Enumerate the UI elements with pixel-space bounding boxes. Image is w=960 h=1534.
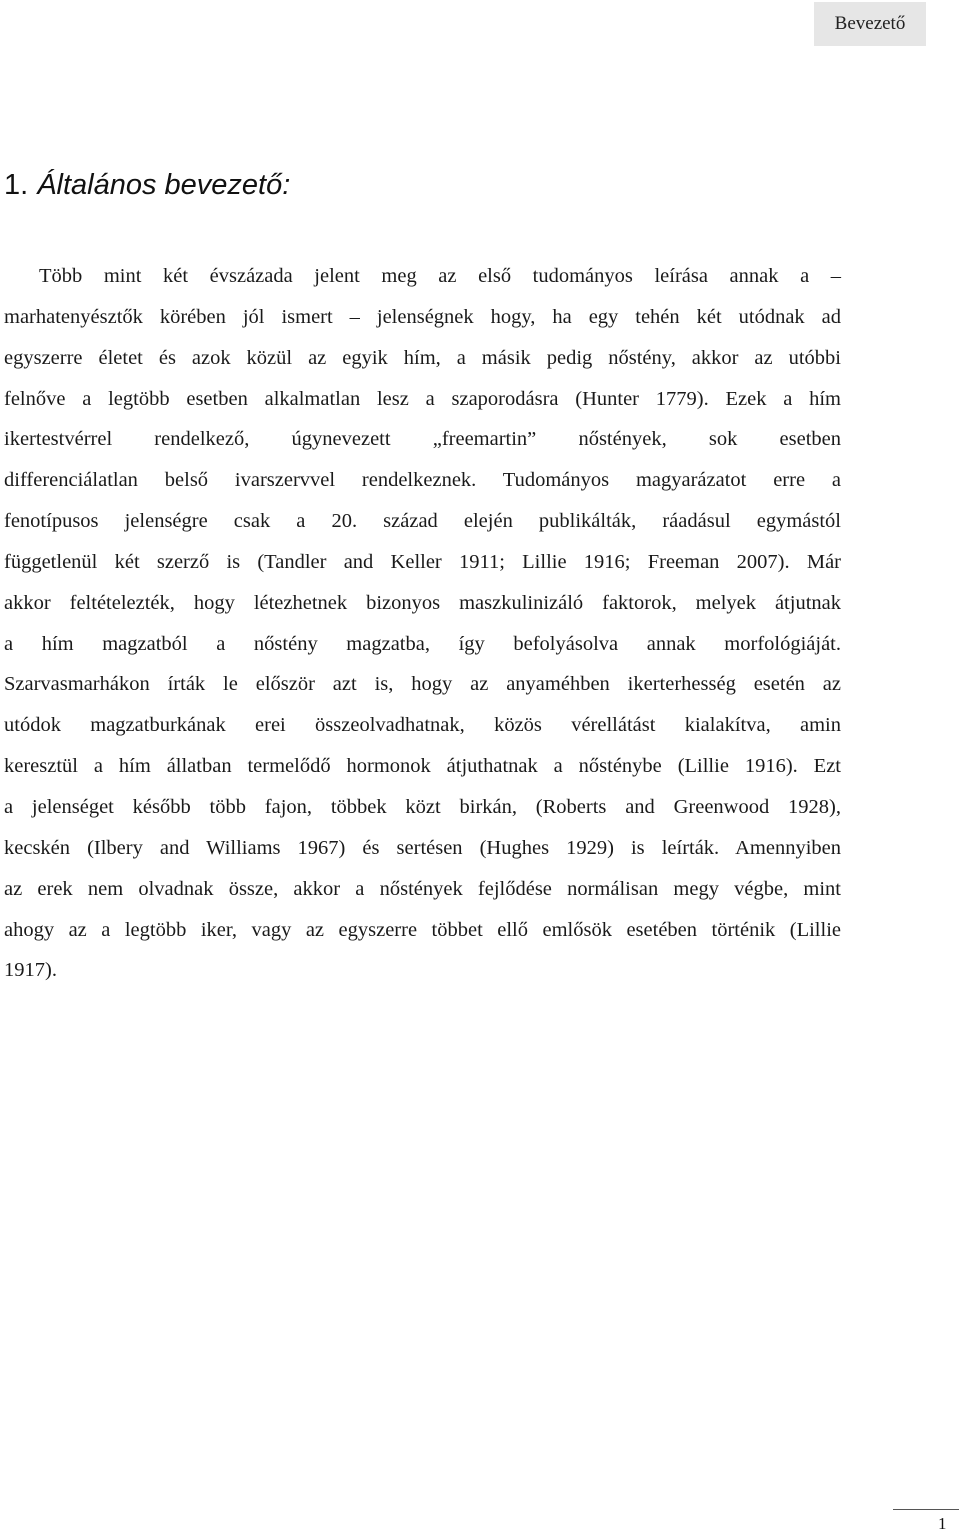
paragraph-line: ahogy az a legtöbb iker, vagy az egyszerre többet ellő emlősök esetében történik (Lillie xyxy=(4,918,841,941)
paragraph-line: Szarvasmarhákon írták le először azt is, hogy az anyaméhben ikerterhesség esetén az xyxy=(4,673,841,696)
paragraph-line: egyszerre életet és azok közül az egyik hím, a másik pedig nőstény, akkor az utóbbi xyxy=(4,346,841,369)
paragraph-line: kecskén (Ilbery and Williams 1967) és sertésen (Hughes 1929) is leírták. Amennyiben xyxy=(4,836,841,859)
paragraph-line: a hím magzatból a nőstény magzatba, így befolyásolva annak morfológiáját. xyxy=(4,632,841,655)
paragraph-line: akkor feltételezték, hogy létezhetnek bizonyos maszkulinizáló faktorok, melyek átjutnak xyxy=(4,591,841,614)
paragraph-line: utódok magzatburkának erei összeolvadhatnak, közös vérellátást kialakítva, amin xyxy=(4,714,841,737)
page-number: 1 xyxy=(938,1514,947,1533)
paragraph-line: a jelenséget később több fajon, többek közt birkán, (Roberts and Greenwood 1928), xyxy=(4,795,841,818)
paragraph-line: marhatenyésztők körében jól ismert – jelenségnek hogy, ha egy tehén két utódnak ad xyxy=(4,305,841,328)
chapter-title xyxy=(4,165,290,205)
chapter-title-text: Általános bevezető: xyxy=(37,169,291,201)
body-paragraph xyxy=(4,256,841,991)
paragraph-line: 1917). xyxy=(4,959,57,982)
paragraph-line: az erek nem olvadnak össze, akkor a nőstények fejlődése normálisan megy végbe, mint xyxy=(4,877,841,900)
paragraph-line: Több mint két évszázada jelent meg az első tudományos leírása annak a – xyxy=(39,265,841,287)
paragraph-line: ikertestvérrel rendelkező, úgynevezett „freemartin” nőstények, sok esetben xyxy=(4,428,841,451)
paragraph-line: felnőve a legtöbb esetben alkalmatlan lesz a szaporodásra (Hunter 1779). Ezek a hím xyxy=(4,387,841,410)
running-header: Bevezető xyxy=(814,2,926,46)
paragraph-line: függetlenül két szerző is (Tandler and Keller 1911; Lillie 1916; Freeman 2007). Már xyxy=(4,550,841,573)
paragraph-line: fenotípusos jelenségre csak a 20. század elején publikálták, ráadásul egymástól xyxy=(4,510,841,533)
paragraph-line: differenciálatlan belső ivarszervvel rendelkeznek. Tudományos magyarázatot erre a xyxy=(4,469,841,492)
chapter-number: 1. xyxy=(4,169,29,201)
paragraph-line: keresztül a hím állatban termelődő hormonok átjuthatnak a nősténybe (Lillie 1916). Ezt xyxy=(4,755,841,778)
footer-rule xyxy=(893,1509,959,1510)
